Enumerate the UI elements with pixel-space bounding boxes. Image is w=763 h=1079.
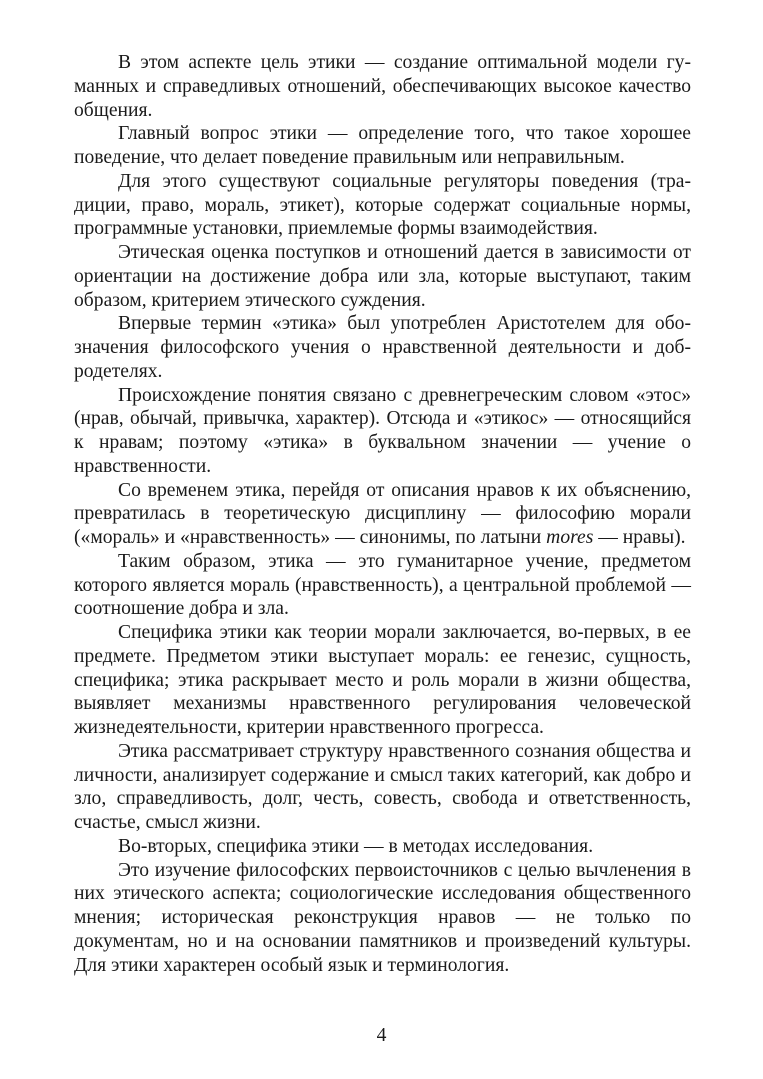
paragraph: Для этого существуют социальные регуляторы поведения (традиции, право, мораль, этикет), которые содержат социальные нормы, программные установки, приемлемые формы взаимодействия.: [74, 170, 691, 240]
latin-term: mores: [546, 527, 594, 548]
paragraph-text-start: Со временем этика, перейдя от описания нравов к их объяснению, превратилась в теоретическую дисциплину — философию морали («мораль» и «нравственность» — синонимы, по латыни: [74, 479, 691, 548]
paragraph-with-latin-term: [74, 479, 691, 550]
paragraph-text-end: — нравы).: [593, 527, 686, 548]
paragraph: Этическая оценка поступков и отношений дается в зависимости от ориентации на достижение добра или зла, которые выступают, таким образом, критерием этического суждения.: [74, 242, 691, 311]
body-text: [74, 51, 691, 977]
paragraph: Специфика этики как теории морали заключается, во-первых, в ее предмете. Предметом этики выступает мораль: ее генезис, сущность, специфика; этика раскрывает место и роль морали в жизни общества, выявляет механизмы нравственного регулирования человеческой жизнедеятельности, критерии нравственного прогресса.: [74, 622, 691, 738]
paragraph: Таким образом, этика — это гуманитарное учение, предметом которого является мораль (нравственность), а центральной проблемой — соотношение добра и зла.: [74, 550, 691, 620]
paragraph: Впервые термин «этика» был употреблен Аристотелем для обозначения философского учения о нравственной деятельности и добродетелях.: [74, 313, 691, 382]
page-number: 4: [376, 1025, 387, 1046]
paragraph: Во-вторых, специфика этики — в методах исследования.: [118, 835, 594, 857]
paragraph: В этом аспекте цель этики — создание оптимальной модели гуманных и справедливых отношений, обеспечивающих высокое качество общения.: [74, 52, 691, 121]
paragraph: Это изучение философских первоисточников с целью вычленения в них этического аспекта; социологические исследования общественного мнения; историческая реконструкция нравов — не только по документам, но и на основании памятников и произведений культуры. Для этики характерен особый язык и терминология.: [74, 859, 691, 976]
paragraph: Этика рассматривает структуру нравственного сознания общества и личности, анализирует содержание и смысл таких категорий, как добро и зло, справедливость, долг, честь, совесть, свобода и ответственность, счастье, смысл жизни.: [74, 740, 691, 833]
paragraph: Происхождение понятия связано с древнегреческим словом «этос» (нрав, обычай, привычка, характер). Отсюда и «этикос» — относящийся к нравам; поэтому «этика» в буквальном значении — учение о нравственности.: [74, 384, 691, 477]
paragraph: Главный вопрос этики — определение того, что такое хорошее поведение, что делает поведение правильным или неправильным.: [74, 123, 691, 168]
